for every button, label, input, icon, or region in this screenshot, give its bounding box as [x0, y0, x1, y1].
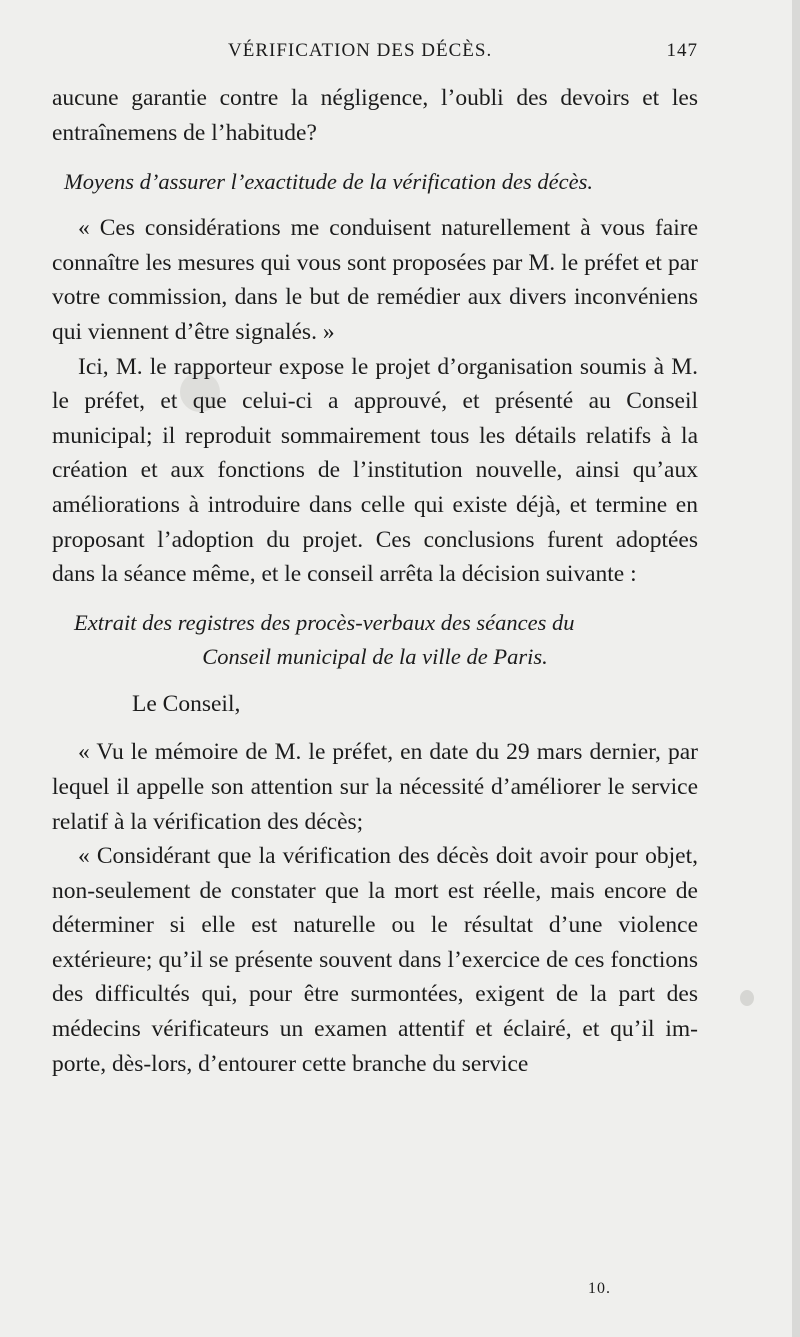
running-head-title: VÉRIFICATION DES DÉCÈS. [228, 40, 493, 61]
paragraph: Ici, M. le rapporteur expose le projet d’organisation soumis à M. le préfet, et que celui-ci a approuvé, et présenté au Conseil municipal; il reproduit sommairement tous les détails relatifs à la création et aux fonctions de l’institution nouvelle, ainsi qu’aux améliorations à introduire dans celle qui existe déjà, et termine en proposant l’adoption du projet. Ces conclusions furent adoptées dans la séance même, et le conseil arrêta la décision suivante : [52, 353, 698, 588]
extract-heading-line: Conseil municipal de la ville de Paris. [202, 643, 548, 669]
paragraph: « Ces considérations me conduisent naturellement à vous faire connaître les mesures qui vous sont proposées par M. le préfet et par votre commission, dans le but de remédier aux divers inconvéniens qui viennent d’être signalés. » [52, 215, 698, 345]
extract-heading-line: Extrait des registres des procès-verbaux des séances du [74, 609, 575, 635]
paper-stain [740, 990, 754, 1006]
page-edge-shadow [792, 0, 800, 1337]
body-text [52, 81, 698, 1081]
paragraph: « Considérant que la vérification des décès doit avoir pour objet, non-seulement de constater que la mort est réelle, mais encore de déterminer si elle est naturelle ou le résultat d’une violence extérieure; qu’il se présente souvent dans l’exercice de ces fonctions des difficultés qui, pour être surmontées, exigent de la part des médecins vérificateurs un examen attentif et éclairé, et qu’il importe, dès-lors, d’entourer cette branche du service [52, 843, 698, 1077]
running-head [52, 40, 698, 70]
paragraph: « Vu le mémoire de M. le préfet, en date du 29 mars dernier, par lequel il appelle son attention sur la nécessité d’améliorer le service relatif à la vérification des décès; [52, 739, 698, 835]
section-heading: Moyens d’assurer l’exactitude de la vérification des décès. [64, 169, 594, 195]
extract-heading [52, 606, 698, 674]
paragraph: aucune garantie contre la négligence, l’oubli des devoirs et les entraînemens de l’habitude? [52, 85, 698, 146]
signature-mark: 10. [588, 1280, 611, 1297]
page-number: 147 [666, 40, 698, 61]
paragraph: Le Conseil, [132, 690, 241, 717]
